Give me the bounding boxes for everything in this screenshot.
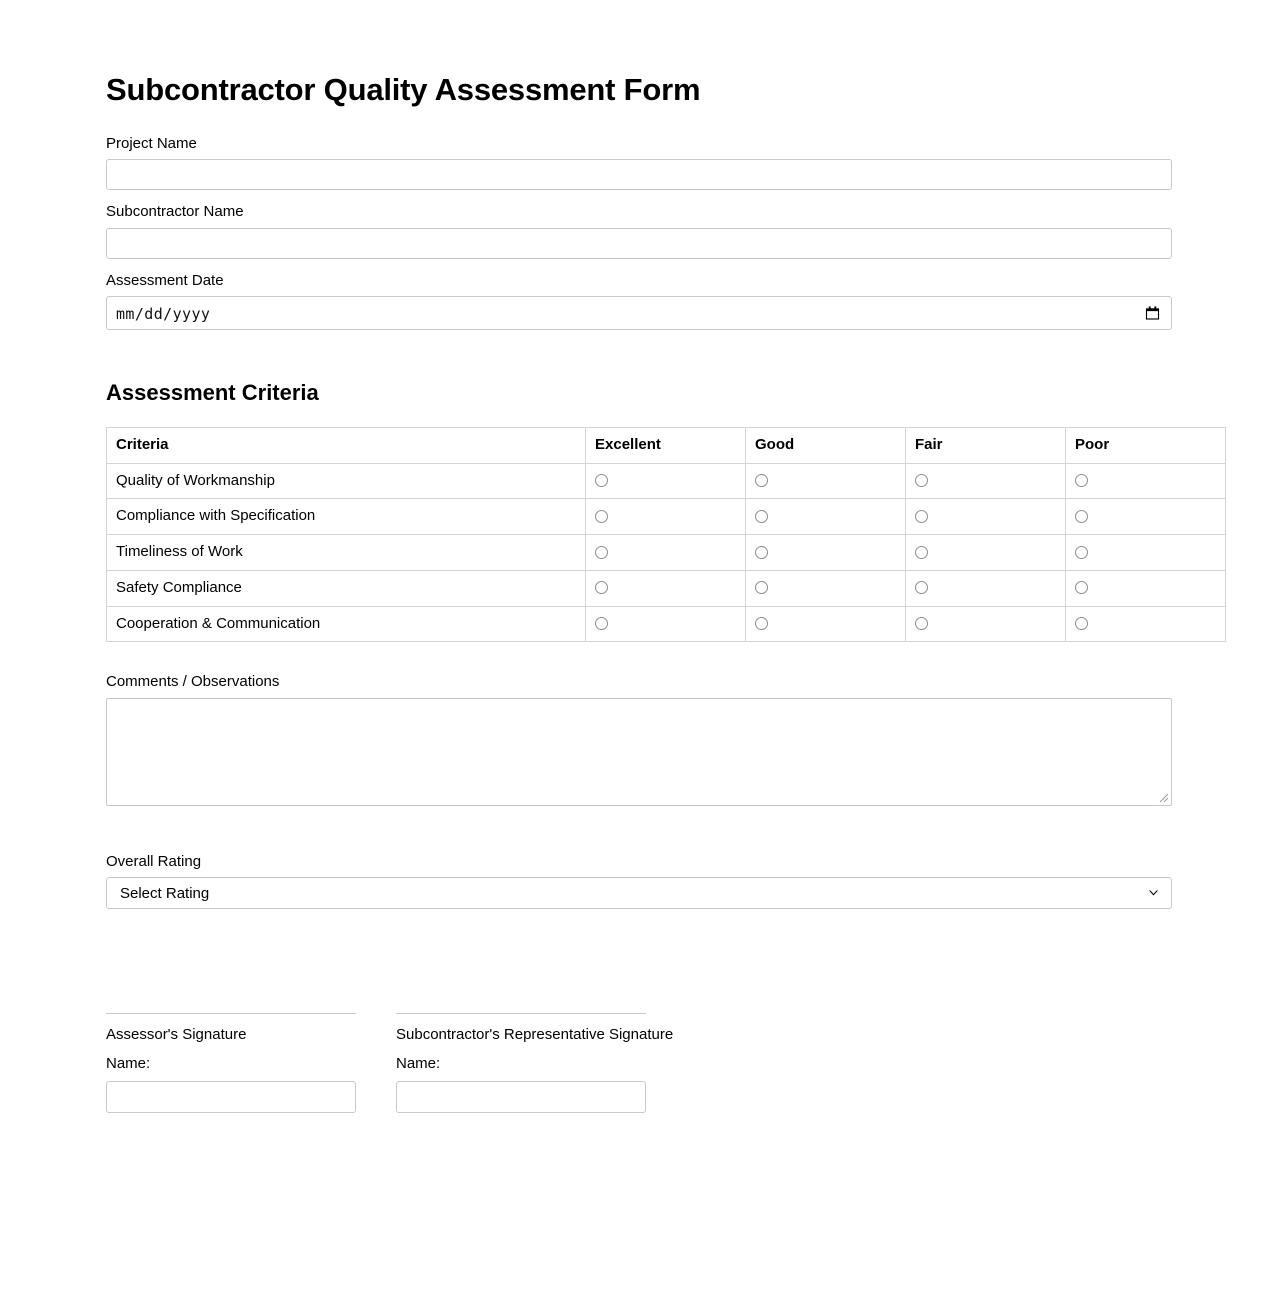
rating-cell-excellent	[586, 499, 746, 535]
project-name-label: Project Name	[106, 134, 197, 152]
subcontractor-representative-name-input[interactable]	[396, 1081, 646, 1113]
radio-good[interactable]	[755, 617, 768, 630]
radio-good[interactable]	[755, 546, 768, 559]
rating-cell-good	[746, 570, 906, 606]
comments-wrapper	[106, 698, 1172, 806]
criteria-label: Quality of Workmanship	[107, 463, 586, 499]
radio-fair[interactable]	[915, 474, 928, 487]
subcontractor-signature-label: Subcontractor's Representative Signature	[396, 1026, 674, 1044]
assessor-name-input[interactable]	[106, 1081, 356, 1113]
radio-poor[interactable]	[1075, 474, 1088, 487]
radio-fair[interactable]	[915, 510, 928, 523]
rating-cell-good	[746, 535, 906, 571]
column-header-poor: Poor	[1066, 427, 1226, 463]
radio-excellent[interactable]	[595, 474, 608, 487]
radio-good[interactable]	[755, 581, 768, 594]
rating-cell-good	[746, 499, 906, 535]
radio-good[interactable]	[755, 474, 768, 487]
project-name-field-group	[106, 134, 1172, 191]
table-row	[107, 535, 1226, 571]
subcontractor-name-field-group	[106, 202, 1172, 259]
radio-fair[interactable]	[915, 617, 928, 630]
overall-rating-label: Overall Rating	[106, 852, 202, 870]
radio-poor[interactable]	[1075, 617, 1088, 630]
overall-rating-field-group	[106, 852, 1172, 910]
subcontractor-name-label: Name:	[396, 1054, 441, 1072]
rating-cell-poor	[1066, 570, 1226, 606]
radio-excellent[interactable]	[595, 510, 608, 523]
assessment-date-wrapper	[106, 296, 1172, 330]
signature-section	[106, 1013, 1172, 1113]
criteria-label: Compliance with Specification	[107, 499, 586, 535]
assessor-name-label: Name:	[106, 1054, 151, 1072]
criteria-label: Safety Compliance	[107, 570, 586, 606]
signature-line	[396, 1013, 646, 1014]
comments-label: Comments / Observations	[106, 673, 280, 691]
overall-rating-select[interactable]	[106, 877, 1172, 909]
assessor-signature-label: Assessor's Signature	[106, 1026, 247, 1044]
rating-cell-excellent	[586, 570, 746, 606]
radio-excellent[interactable]	[595, 581, 608, 594]
column-header-criteria: Criteria	[107, 427, 586, 463]
column-header-good: Good	[746, 427, 906, 463]
comments-textarea[interactable]	[106, 698, 1172, 806]
rating-cell-good	[746, 606, 906, 642]
radio-poor[interactable]	[1075, 546, 1088, 559]
rating-cell-good	[746, 463, 906, 499]
comments-field-group	[106, 672, 1172, 806]
rating-cell-fair	[906, 463, 1066, 499]
radio-fair[interactable]	[915, 546, 928, 559]
rating-cell-fair	[906, 570, 1066, 606]
rating-cell-poor	[1066, 535, 1226, 571]
table-row	[107, 463, 1226, 499]
rating-cell-fair	[906, 606, 1066, 642]
bottom-spacer	[106, 1113, 1172, 1223]
column-header-fair: Fair	[906, 427, 1066, 463]
assessor-signature-block	[106, 1013, 356, 1113]
rating-cell-poor	[1066, 463, 1226, 499]
rating-cell-fair	[906, 499, 1066, 535]
subcontractor-signature-block	[396, 1013, 674, 1113]
assessment-criteria-heading: Assessment Criteria	[106, 380, 319, 406]
radio-fair[interactable]	[915, 581, 928, 594]
radio-excellent[interactable]	[595, 546, 608, 559]
radio-poor[interactable]	[1075, 581, 1088, 594]
overall-rating-wrapper	[106, 877, 1172, 909]
radio-good[interactable]	[755, 510, 768, 523]
project-name-input[interactable]	[106, 159, 1172, 190]
radio-poor[interactable]	[1075, 510, 1088, 523]
table-row	[107, 499, 1226, 535]
rating-cell-excellent	[586, 606, 746, 642]
page-title: Subcontractor Quality Assessment Form	[106, 72, 701, 107]
subcontractor-name-label: Subcontractor Name	[106, 203, 244, 221]
column-header-excellent: Excellent	[586, 427, 746, 463]
radio-excellent[interactable]	[595, 617, 608, 630]
rating-cell-fair	[906, 535, 1066, 571]
assessment-date-input[interactable]: mm/dd/yyyy	[106, 296, 1172, 330]
table-row	[107, 570, 1226, 606]
criteria-label: Cooperation & Communication	[107, 606, 586, 642]
signature-line	[106, 1013, 356, 1014]
assessment-date-label: Assessment Date	[106, 271, 224, 289]
table-row	[107, 606, 1226, 642]
table-header-row	[107, 427, 1226, 463]
criteria-label: Timeliness of Work	[107, 535, 586, 571]
assessment-date-field-group	[106, 271, 1172, 331]
subcontractor-name-input[interactable]	[106, 228, 1172, 259]
rating-cell-poor	[1066, 499, 1226, 535]
rating-cell-poor	[1066, 606, 1226, 642]
rating-cell-excellent	[586, 535, 746, 571]
rating-cell-excellent	[586, 463, 746, 499]
assessment-criteria-table	[106, 427, 1226, 643]
